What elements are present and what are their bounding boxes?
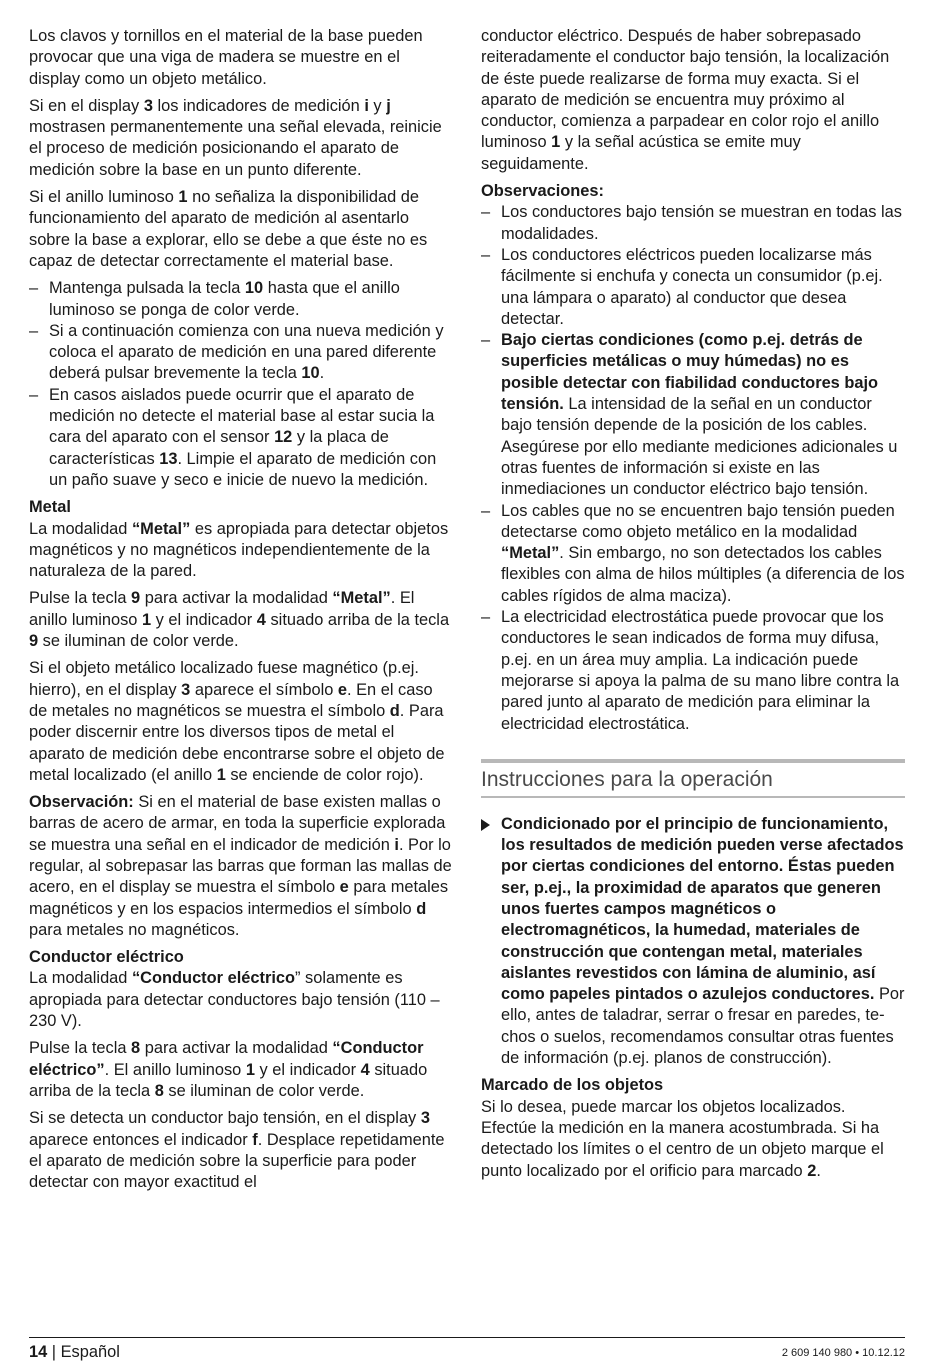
bold-text-run: “Conductor eléctrico	[131, 969, 296, 988]
list-item	[481, 330, 905, 500]
paragraph	[29, 792, 453, 941]
text-run: . El anillo luminoso	[104, 1060, 246, 1079]
warning-text	[501, 815, 904, 1067]
text-run: los indicadores de medición	[152, 96, 365, 115]
text-run: Pulse la tecla	[29, 1039, 132, 1058]
section-heading-conductor: Conductor eléctrico	[29, 948, 184, 967]
text-run: para metales magnéticos y en los espacios intermedios el símbolo	[29, 878, 449, 918]
text-run: .	[319, 364, 325, 383]
dash-list	[481, 202, 905, 734]
text-run: . Por lo regular, al sobrepasar las barras que forman las mallas de acero, en el display se muestra el símbolo	[29, 835, 452, 897]
text-run: Mantenga pulsada la tecla	[49, 279, 245, 298]
bold-text-run: j	[386, 96, 391, 115]
text-run: Los conductores bajo tensión se muestran en todas las modalidades.	[501, 203, 902, 243]
bold-text-run: i	[364, 96, 369, 115]
text-run: y el indicador	[254, 1060, 361, 1079]
bold-text-run: 1	[141, 610, 152, 629]
bold-text-run: Condicionado por el principio de funcionamiento, los resultados de medición pueden verse afectados por ciertas condiciones del entorno. Éstas pueden ser, p.ej., la proximidad de aparatos que generen unos fuertes campos magnéticos o electromagnéticos, la humedad, materiales de construcción que contengan metal, materiales aislantes revestidos con lámina de aluminio, así como papeles pintados o azulejos conductores.	[501, 814, 904, 1004]
footer-page-info	[29, 1343, 120, 1362]
text-run: situado arriba de la tecla	[265, 610, 450, 629]
bold-text-run: “Metal”	[131, 519, 191, 538]
paragraph	[29, 96, 453, 181]
text-run: para activar la modalidad	[140, 589, 333, 608]
text-run: situado arriba de la tecla	[29, 1060, 428, 1100]
bold-text-run: 1	[551, 133, 561, 152]
bold-text-run: 9	[29, 632, 39, 651]
bold-text-run: 2	[807, 1161, 817, 1180]
bold-text-run: i	[394, 835, 399, 854]
list-item	[481, 607, 905, 735]
text-run: Pulse la tecla	[29, 589, 132, 608]
bold-text-run: 1	[216, 765, 226, 784]
text-run: se enciende de color rojo).	[225, 765, 424, 784]
text-run: y la placa de características	[49, 428, 389, 468]
list-item	[481, 202, 905, 245]
section-heading-observaciones: Observaciones:	[481, 182, 604, 201]
text-run: . El anillo luminoso	[29, 589, 415, 629]
footer-separator: |	[51, 1343, 57, 1361]
warning-block	[481, 814, 905, 1070]
bold-text-run: “Metal”	[501, 544, 560, 563]
text-run: y el indicador	[151, 610, 257, 629]
text-run: Si en el display	[29, 96, 144, 115]
text-run: .	[816, 1161, 821, 1180]
bold-text-run: 13	[159, 449, 178, 468]
text-run: Si a continuación comienza con una nueva medición y coloca el aparato de medición en una pared diferente deberá pulsar brevemente la tecla	[49, 321, 444, 383]
bold-text-run: “Metal”	[332, 589, 391, 608]
text-run: ” solamente es apropiada para detectar conductores bajo tensión (110 – 230 V).	[29, 969, 440, 1031]
paragraph	[29, 26, 453, 90]
text-run: Si se detecta un conductor bajo tensión, en el display	[29, 1109, 421, 1128]
text-run: La modalidad	[29, 969, 132, 988]
bold-text-run: 10	[301, 364, 320, 383]
text-run: para metales no magnéticos.	[29, 920, 240, 939]
bold-text-run: 8	[131, 1039, 141, 1058]
text-run: aparece el símbolo	[190, 680, 338, 699]
bold-text-run: d	[416, 899, 427, 918]
text-run: En casos aislados puede ocurrir que el aparato de medición no detecte el material base al estar sucia la cara del aparato con el sensor	[49, 385, 435, 447]
list-item	[29, 321, 453, 385]
footer-bullet: •	[855, 1347, 860, 1359]
footer-doc-info	[782, 1347, 905, 1359]
bold-text-run: “Conductor eléctrico”	[29, 1039, 424, 1079]
left-column	[29, 26, 453, 1199]
text-run: Por ello, antes de taladrar, serrar o fresar en paredes, techos o suelos, recomendamos consultar otras fuentes de información (p.ej. planos de construcción).	[501, 985, 905, 1068]
bold-text-run: 3	[143, 96, 153, 115]
list-item	[481, 501, 905, 607]
text-run: se iluminan de color verde.	[163, 1081, 365, 1100]
paragraph	[29, 588, 453, 652]
paragraph	[29, 1038, 453, 1102]
paragraph	[29, 1108, 453, 1193]
text-run: conductor eléctrico. Después de haber sobrepasado reiteradamente el conductor bajo tensión, la localización de éste puede realizarse de forma muy exacta. Si el aparato de medición se encuentra muy próximo al conductor, comienza a parpadear en color rojo el anillo luminoso	[481, 27, 890, 152]
bold-text-run: 4	[256, 610, 266, 629]
text-run: mostrasen permanentemente una señal elevada, reinicie el proceso de medición posicionando el aparato de medición sobre la base en un punto diferente.	[29, 118, 442, 179]
paragraph	[29, 519, 453, 583]
text-run: Si lo desea, puede marcar los objetos localizados. Efectúe la medición en la manera acostumbrada. Si ha detectado los límites o el centro de un objeto marque el punto localizado por el orificio para marcado	[481, 1097, 884, 1180]
text-run: es apropiada para detectar objetos magnéticos y no magnéticos independientemente de la naturaleza de la pared.	[29, 519, 449, 581]
text-run: . Desplace repetidamente el aparato de medición sobre la superficie para poder detectar con mayor exactitud el	[29, 1130, 445, 1192]
bold-text-run: 1	[178, 188, 188, 207]
text-run: La modalidad	[29, 519, 132, 538]
paragraph	[29, 187, 453, 272]
bold-text-run: 10	[244, 279, 264, 298]
list-item	[481, 245, 905, 330]
text-run: Los conductores eléctricos pueden localizarse más fácilmente si enchufa y conecta un consumidor (p.ej. una lámpara o aparato) al conductor que desea detectar.	[501, 245, 883, 328]
paragraph	[29, 658, 453, 786]
bold-text-run: Observación:	[29, 793, 134, 812]
section-title-operation: Instrucciones para la operación	[481, 759, 905, 798]
text-run: Si el objeto metálico localizado fuese magnético (p.ej. hierro), en el display	[29, 659, 419, 699]
bold-text-run: e	[339, 878, 349, 897]
triangle-arrow-icon	[481, 819, 490, 831]
paragraph	[481, 1097, 905, 1182]
bold-text-run: 4	[360, 1060, 370, 1079]
text-run: se iluminan de color verde.	[38, 632, 239, 651]
bold-text-run: Bajo ciertas condiciones (como p.ej. detrás de superficies metálicas o muy húmedas) no es posible detectar con fiabilidad conductores bajo tensión.	[501, 331, 879, 414]
list-item	[29, 385, 453, 491]
bold-text-run: 8	[154, 1081, 164, 1100]
bold-text-run: 1	[245, 1060, 255, 1079]
text-run: La intensidad de la señal en un conductor bajo tensión depende de la posición de los cables. Asegúrese por ello mediante mediciones adicionales u otras fuentes de información si existe en las inmediaciones un conductor eléctrico bajo tensión.	[501, 395, 898, 499]
list-item	[29, 278, 453, 321]
text-run: . Para poder discernir entre los diversos tipos de metal el aparato de medición debe encontrarse sobre el objeto de metal localizado (el anillo	[29, 701, 445, 784]
doc-code: 2 609 140 980	[781, 1347, 853, 1359]
text-run: y la señal acústica se emite muy seguidamente.	[481, 133, 801, 173]
paragraph	[481, 26, 905, 175]
text-run: para activar la modalidad	[140, 1039, 333, 1058]
text-run: Los clavos y tornillos en el material de la base pueden provocar que una viga de madera se muestre en el display como un objeto metálico.	[29, 27, 423, 88]
section-heading-metal: Metal	[29, 498, 71, 517]
text-run: no señaliza la disponibilidad de funcionamiento del aparato de medición al asentarlo sobre la base a explorar, ello se debe a que éste no es capaz de detectar correctamente el material base.	[29, 188, 428, 270]
text-run: . Sin embargo, no son detectados los cables flexibles con alma de hilos múltiples (a diferencia de los cables rígidos de alma maciza).	[501, 544, 905, 605]
text-run: y	[368, 96, 387, 115]
section-heading-marcado: Marcado de los objetos	[481, 1076, 664, 1095]
doc-date: 10.12.12	[862, 1347, 905, 1359]
dash-list	[29, 278, 453, 491]
text-run: hasta que el anillo luminoso se ponga de color verde.	[49, 279, 400, 319]
bold-text-run: 12	[274, 428, 293, 447]
bold-text-run: d	[389, 701, 400, 720]
bold-text-run: e	[337, 680, 348, 699]
text-run: . En el caso de metales no magnéticos se muestra el símbolo	[29, 680, 433, 720]
page-number: 14	[29, 1343, 48, 1361]
bold-text-run: f	[252, 1130, 258, 1149]
page-footer	[29, 1337, 905, 1361]
text-run: Si el anillo luminoso	[29, 188, 179, 207]
text-run: . Limpie el aparato de medición con un paño suave y seco e inicie de nuevo la medición.	[49, 449, 437, 489]
text-run: La electricidad electrostática puede provocar que los conductores le sean indicados de forma muy difusa, p.ej. en un área muy amplia. La indicación puede mejorarse si apoya la palma de su mano libre contra la pared junto al aparato de medición para eliminar la electricidad electrostática.	[501, 608, 900, 733]
bold-text-run: 9	[131, 589, 141, 608]
text-run: Los cables que no se encuentren bajo tensión pueden detectarse como objeto metálico en la modalidad	[501, 501, 895, 541]
bold-text-run: 3	[181, 680, 191, 699]
text-run: Si en el material de base existen mallas o barras de acero de armar, en toda la superficie explorada se muestra una señal en el indicador de medición	[29, 793, 446, 854]
footer-language: Español	[60, 1343, 120, 1361]
bold-text-run: 3	[420, 1109, 430, 1128]
text-run: aparece entonces el indicador	[29, 1130, 253, 1149]
paragraph	[29, 968, 453, 1032]
right-column	[481, 26, 905, 1188]
